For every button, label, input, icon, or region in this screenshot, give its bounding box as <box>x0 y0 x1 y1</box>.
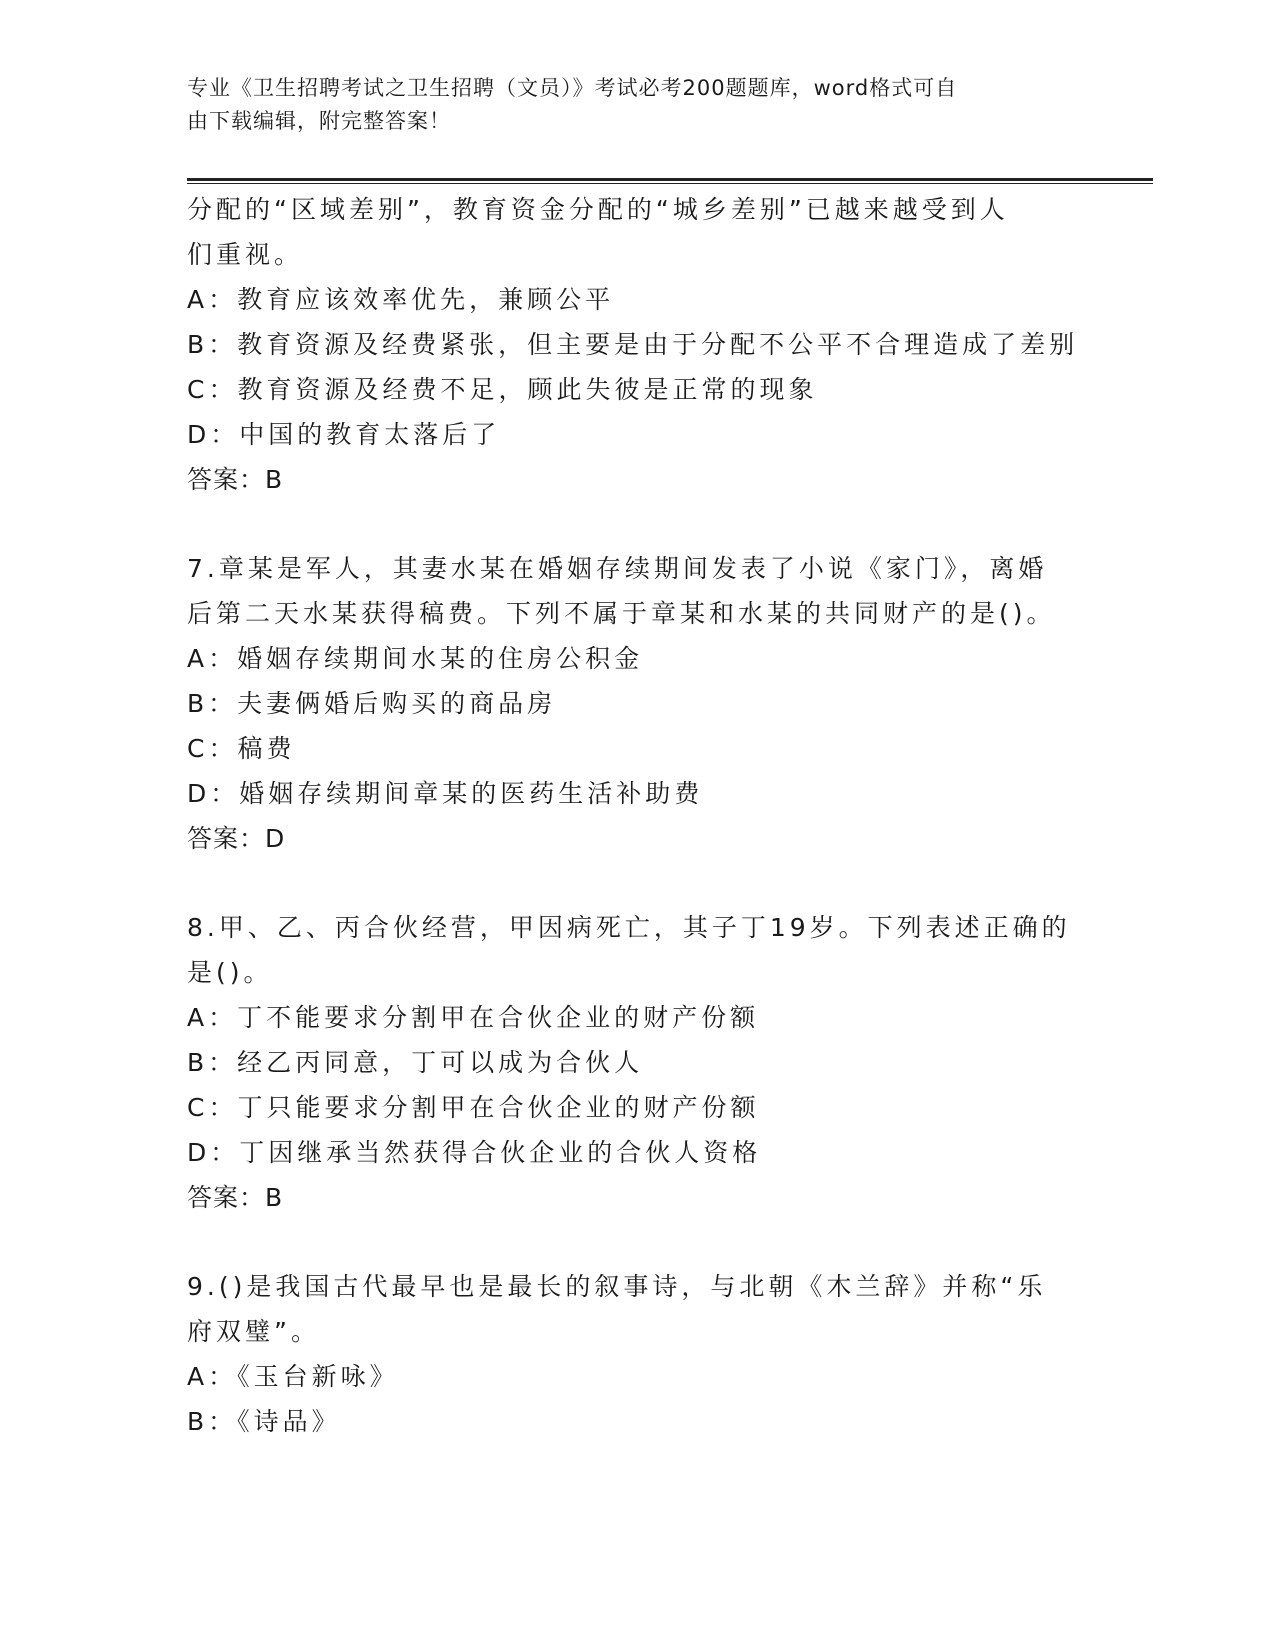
option-d: D：中国的教育太落后了 <box>187 420 501 449</box>
question-list <box>187 187 1087 1444</box>
option-a: A：教育应该效率优先，兼顾公平 <box>187 285 615 314</box>
header-divider-thin <box>187 183 1153 184</box>
option-d: D：婚姻存续期间章某的医药生活补助费 <box>187 779 704 808</box>
question-9 <box>187 1264 1087 1444</box>
option-a: A：婚姻存续期间水某的住房公积金 <box>187 644 644 673</box>
option-a: A：丁不能要求分割甲在合伙企业的财产份额 <box>187 1003 760 1032</box>
question-stem-line: 府双璧”。 <box>187 1317 320 1346</box>
question-spacer <box>187 502 1087 546</box>
option-a: A：《玉台新咏》 <box>187 1362 399 1391</box>
question-stem-line: 是()。 <box>187 958 273 987</box>
option-b: B：教育资源及经费紧张，但主要是由于分配不公平不合理造成了差别 <box>187 330 1079 359</box>
question-stem-line: 7.章某是军人，其妻水某在婚姻存续期间发表了小说《家门》，离婚 <box>187 554 1048 583</box>
answer-label: 答案：B <box>187 1183 284 1212</box>
question-stem-line: 分配的“区域差别”，教育资金分配的“城乡差别”已越来越受到人 <box>187 195 1009 224</box>
question-stem-line: 后第二天水某获得稿费。下列不属于章某和水某的共同财产的是()。 <box>187 599 1056 628</box>
question-stem-line: 9.()是我国古代最早也是最长的叙事诗，与北朝《木兰辞》并称“乐 <box>187 1272 1047 1301</box>
option-b: B：《诗品》 <box>187 1407 341 1436</box>
question-stem-line: 8.甲、乙、丙合伙经营，甲因病死亡，其子丁19岁。下列表述正确的 <box>187 913 1071 942</box>
option-c: C：教育资源及经费不足，顾此失彼是正常的现象 <box>187 375 818 404</box>
header-divider-thick <box>187 178 1153 181</box>
question-6 <box>187 187 1087 502</box>
answer-label: 答案：B <box>187 465 284 494</box>
question-spacer <box>187 861 1087 905</box>
answer-label: 答案：D <box>187 824 286 853</box>
question-8 <box>187 905 1087 1220</box>
question-spacer <box>187 1220 1087 1264</box>
document-header <box>187 72 1087 138</box>
header-title-line-2: 由下载编辑，附完整答案！ <box>187 109 451 133</box>
question-stem-line: 们重视。 <box>187 240 304 269</box>
option-d: D：丁因继承当然获得合伙企业的合伙人资格 <box>187 1138 762 1167</box>
question-7 <box>187 546 1087 861</box>
option-b: B：夫妻俩婚后购买的商品房 <box>187 689 557 718</box>
header-title-line-1: 专业《卫生招聘考试之卫生招聘（文员）》考试必考200题题库，word格式可自 <box>187 76 958 100</box>
option-c: C：丁只能要求分割甲在合伙企业的财产份额 <box>187 1093 760 1122</box>
option-c: C：稿费 <box>187 734 296 763</box>
option-b: B：经乙丙同意，丁可以成为合伙人 <box>187 1048 644 1077</box>
